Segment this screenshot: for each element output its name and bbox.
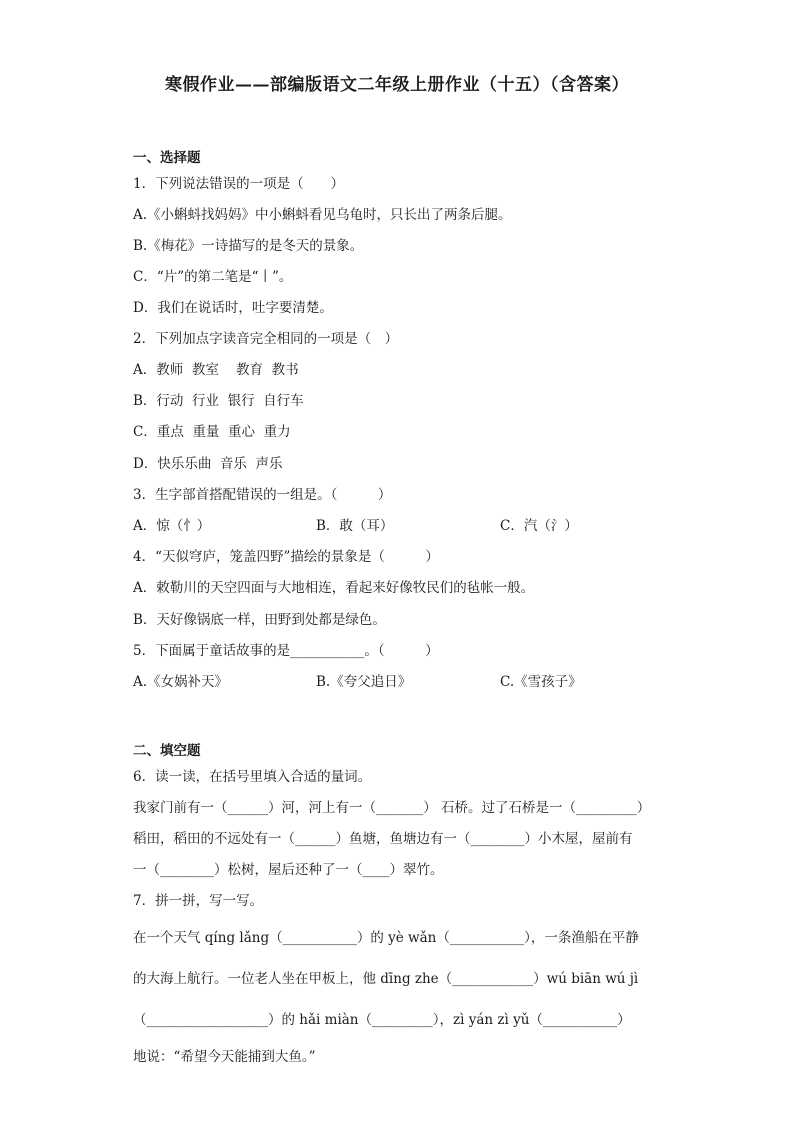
question-7-line-3: （__________________）的 hǎi miàn（_________），zì yán zì yǔ（___________） xyxy=(133,1012,631,1028)
question-5-option-a: A.《女娲补天》 xyxy=(133,674,229,690)
question-7-line-2: 的大海上航行。一位老人坐在甲板上，他 dīng zhe（____________）wú biān wú jì xyxy=(133,971,639,987)
question-2-option-b: B．行动 行业 银行 自行车 xyxy=(133,393,304,409)
question-4-option-a: A．敕勒川的天空四面与大地相连，看起来好像牧民们的毡帐一般。 xyxy=(133,580,535,596)
section-heading-choice: 一、选择题 xyxy=(133,150,201,166)
page-title: 寒假作业——部编版语文二年级上册作业（十五）（含答案） xyxy=(165,75,629,95)
question-1-option-d: D．我们在说话时，吐字要清楚。 xyxy=(133,300,333,316)
question-6-stem: 6．读一读，在括号里填入合适的量词。 xyxy=(133,769,372,785)
question-2-option-c: C．重点 重量 重心 重力 xyxy=(133,424,291,440)
question-6-line-3: 一（________）松树，屋后还种了一（____）翠竹。 xyxy=(133,862,444,878)
question-3-option-a: A．惊（忄） xyxy=(133,518,211,534)
section-heading-fill: 二、填空题 xyxy=(133,743,201,759)
question-6-line-1: 我家门前有一（______）河，河上有一（_______） 石桥。过了石桥是一（_________） xyxy=(133,800,651,816)
question-5-option-b: B.《夸父追日》 xyxy=(316,674,412,690)
question-7-line-4: 地说：“希望今天能捕到大鱼。” xyxy=(133,1049,316,1065)
question-1-option-b: B.《梅花》一诗描写的是冬天的景象。 xyxy=(133,238,364,254)
question-3-option-c: C．汽（氵） xyxy=(500,518,578,534)
question-4-option-b: B．天好像锅底一样，田野到处都是绿色。 xyxy=(133,612,386,628)
question-7-line-1: 在一个天气 qíng lǎng（___________）的 yè wǎn（___________），一条渔船在平静 xyxy=(133,930,639,946)
question-2-option-d: D．快乐乐曲 音乐 声乐 xyxy=(133,456,283,472)
question-2-stem: 2．下列加点字读音完全相同的一项是（ ） xyxy=(133,331,399,347)
question-1-option-c: C．“片”的第二笔是“丨”。 xyxy=(133,269,293,285)
question-3-stem: 3．生字部首搭配错误的一组是。（ ） xyxy=(133,487,392,503)
question-7-stem: 7．拼一拼，写一写。 xyxy=(133,893,264,909)
question-6-line-2: 稻田，稻田的不远处有一（______）鱼塘，鱼塘边有一（________）小木屋，屋前有 xyxy=(133,831,633,847)
question-1-stem: 1．下列说法错误的一项是（ ） xyxy=(133,176,345,192)
question-2-option-a: A．教师 教室 教育 教书 xyxy=(133,362,299,378)
question-4-stem: 4．“天似穹庐，笼盖四野”描绘的景象是（ ） xyxy=(133,549,439,565)
question-1-option-a: A.《小蝌蚪找妈妈》中小蝌蚪看见乌龟时，只长出了两条后腿。 xyxy=(133,207,512,223)
question-3-option-b: B．敢（耳） xyxy=(316,518,394,534)
question-5-option-c: C.《雪孩子》 xyxy=(500,674,582,690)
question-5-stem: 5．下面属于童话故事的是___________。（ ） xyxy=(133,643,439,659)
